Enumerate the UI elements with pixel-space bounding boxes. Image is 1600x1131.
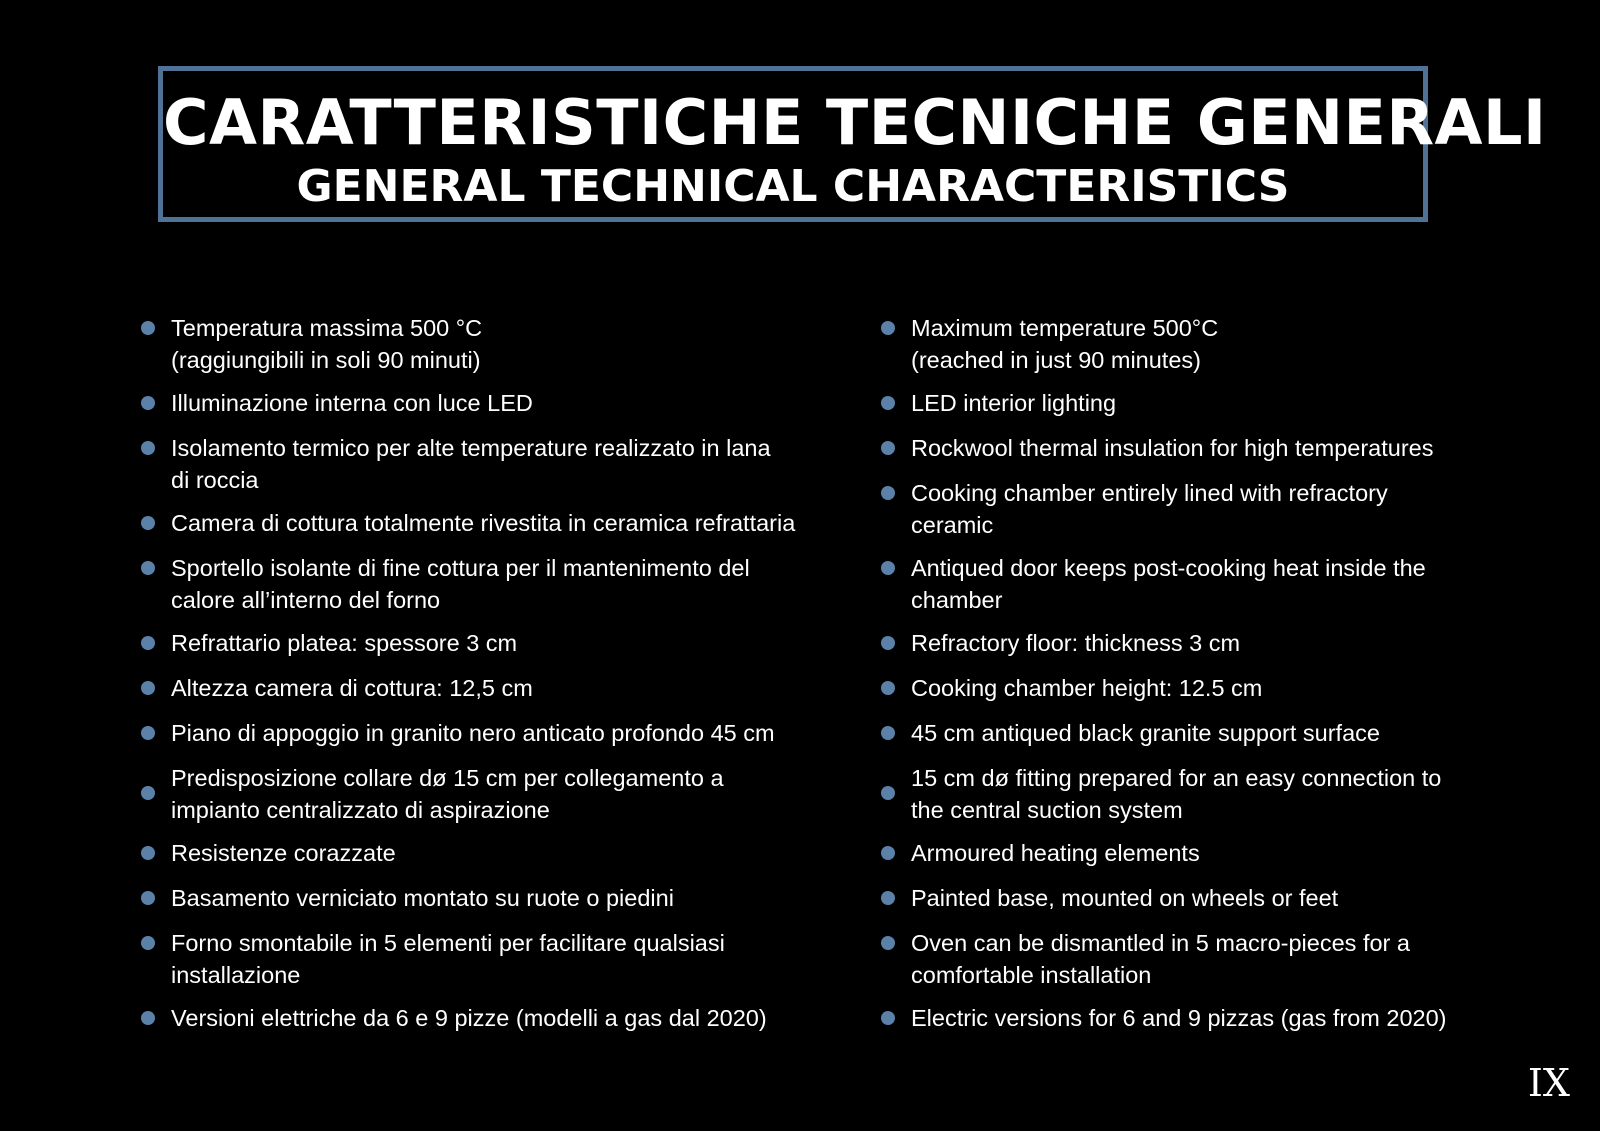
list-item-line: the central suction system	[911, 797, 1183, 823]
list-item-line: ceramic	[911, 512, 994, 538]
list-item-line: Oven can be dismantled in 5 macro-pieces for a	[911, 930, 1410, 956]
list-item-line: Cooking chamber entirely lined with refractory	[911, 480, 1388, 506]
title-box	[158, 66, 1547, 222]
bullet-icon	[141, 1011, 155, 1025]
list-item	[140, 627, 517, 659]
list-item	[140, 312, 482, 376]
bullet-icon	[881, 321, 895, 335]
list-item-line: Refractory floor: thickness 3 cm	[911, 630, 1241, 656]
list-item	[140, 432, 771, 496]
bullet-icon	[881, 936, 895, 950]
bullet-icon	[881, 846, 895, 860]
list-item-line: calore all’interno del forno	[171, 587, 441, 613]
list-item-line: Predisposizione collare dø 15 cm per collegamento a	[171, 765, 724, 791]
bullet-icon	[141, 936, 155, 950]
list-item	[140, 507, 795, 539]
bullet-icon	[881, 681, 895, 695]
bullet-icon	[141, 681, 155, 695]
list-item	[880, 1002, 1447, 1034]
list-item-line: comfortable installation	[911, 962, 1152, 988]
list-item-line: Antiqued door keeps post-cooking heat inside the	[911, 555, 1426, 581]
list-item-line: Refrattario platea: spessore 3 cm	[171, 630, 518, 656]
list-item-line: Cooking chamber height: 12.5 cm	[911, 675, 1263, 701]
bullet-icon	[881, 726, 895, 740]
list-item-line: (raggiungibili in soli 90 minuti)	[171, 347, 481, 373]
bullet-icon	[141, 441, 155, 455]
page-number: IX	[1527, 1061, 1570, 1105]
bullet-icon	[881, 486, 895, 500]
list-item	[880, 717, 1380, 749]
bullet-icon	[141, 846, 155, 860]
bullet-icon	[881, 786, 895, 800]
bullet-icon	[141, 321, 155, 335]
list-item	[880, 312, 1218, 376]
list-item	[140, 552, 750, 616]
list-item-line: Isolamento termico per alte temperature realizzato in lana	[171, 435, 771, 461]
bullet-icon	[881, 561, 895, 575]
bullet-icon	[881, 396, 895, 410]
bullet-icon	[141, 561, 155, 575]
list-item-line: Resistenze corazzate	[171, 840, 396, 866]
list-item	[880, 432, 1433, 464]
list-item-line: 15 cm dø fitting prepared for an easy connection to	[911, 765, 1442, 791]
list-item	[880, 837, 1200, 869]
page-title-italian: CARATTERISTICHE TECNICHE GENERALI	[163, 86, 1547, 159]
bullet-icon	[141, 726, 155, 740]
bullet-icon	[141, 891, 155, 905]
list-item	[140, 672, 533, 704]
list-item-line: Painted base, mounted on wheels or feet	[911, 885, 1339, 911]
list-item-line: Temperatura massima 500 °C	[171, 315, 483, 341]
list-item-line: LED interior lighting	[911, 390, 1117, 416]
list-item-line: di roccia	[171, 467, 259, 493]
list-item-line: Altezza camera di cottura: 12,5 cm	[171, 675, 533, 701]
list-item-line: Camera di cottura totalmente rivestita in ceramica refrattaria	[171, 510, 796, 536]
list-item	[140, 387, 533, 419]
list-item-line: Electric versions for 6 and 9 pizzas (gas from 2020)	[911, 1005, 1447, 1031]
bullet-icon	[141, 786, 155, 800]
list-item	[880, 387, 1116, 419]
list-item	[880, 477, 1388, 541]
list-item-line: Sportello isolante di fine cottura per il mantenimento del	[171, 555, 750, 581]
list-item-line: Basamento verniciato montato su ruote o piedini	[171, 885, 674, 911]
list-item-line: impianto centralizzato di aspirazione	[171, 797, 550, 823]
bullet-icon	[141, 396, 155, 410]
list-item-line: Maximum temperature 500°C	[911, 315, 1219, 341]
list-item	[140, 762, 724, 826]
list-item	[140, 882, 674, 914]
list-item	[880, 672, 1262, 704]
bullet-icon	[141, 636, 155, 650]
list-item	[140, 927, 725, 991]
bullet-icon	[141, 516, 155, 530]
list-item	[880, 927, 1410, 991]
bullet-icon	[881, 891, 895, 905]
list-item-line: installazione	[171, 962, 301, 988]
list-item	[140, 837, 396, 869]
list-item	[880, 762, 1441, 826]
list-item-line: chamber	[911, 587, 1003, 613]
bullet-icon	[881, 1011, 895, 1025]
list-item	[880, 627, 1240, 659]
bullet-icon	[881, 441, 895, 455]
list-item-line: (reached in just 90 minutes)	[911, 347, 1201, 373]
list-item	[140, 717, 775, 749]
list-item	[140, 1002, 767, 1034]
list-item-line: Forno smontabile in 5 elementi per facilitare qualsiasi	[171, 930, 725, 956]
list-item-line: Illuminazione interna con luce LED	[171, 390, 533, 416]
bullet-icon	[881, 636, 895, 650]
list-item-line: Rockwool thermal insulation for high temperatures	[911, 435, 1434, 461]
page-title-english: GENERAL TECHNICAL CHARACTERISTICS	[296, 161, 1290, 212]
list-item	[880, 882, 1338, 914]
list-item-line: 45 cm antiqued black granite support surface	[911, 720, 1380, 746]
list-item-line: Versioni elettriche da 6 e 9 pizze (modelli a gas dal 2020)	[171, 1005, 767, 1031]
list-item	[880, 552, 1426, 616]
list-item-line: Armoured heating elements	[911, 840, 1200, 866]
list-item-line: Piano di appoggio in granito nero anticato profondo 45 cm	[171, 720, 775, 746]
